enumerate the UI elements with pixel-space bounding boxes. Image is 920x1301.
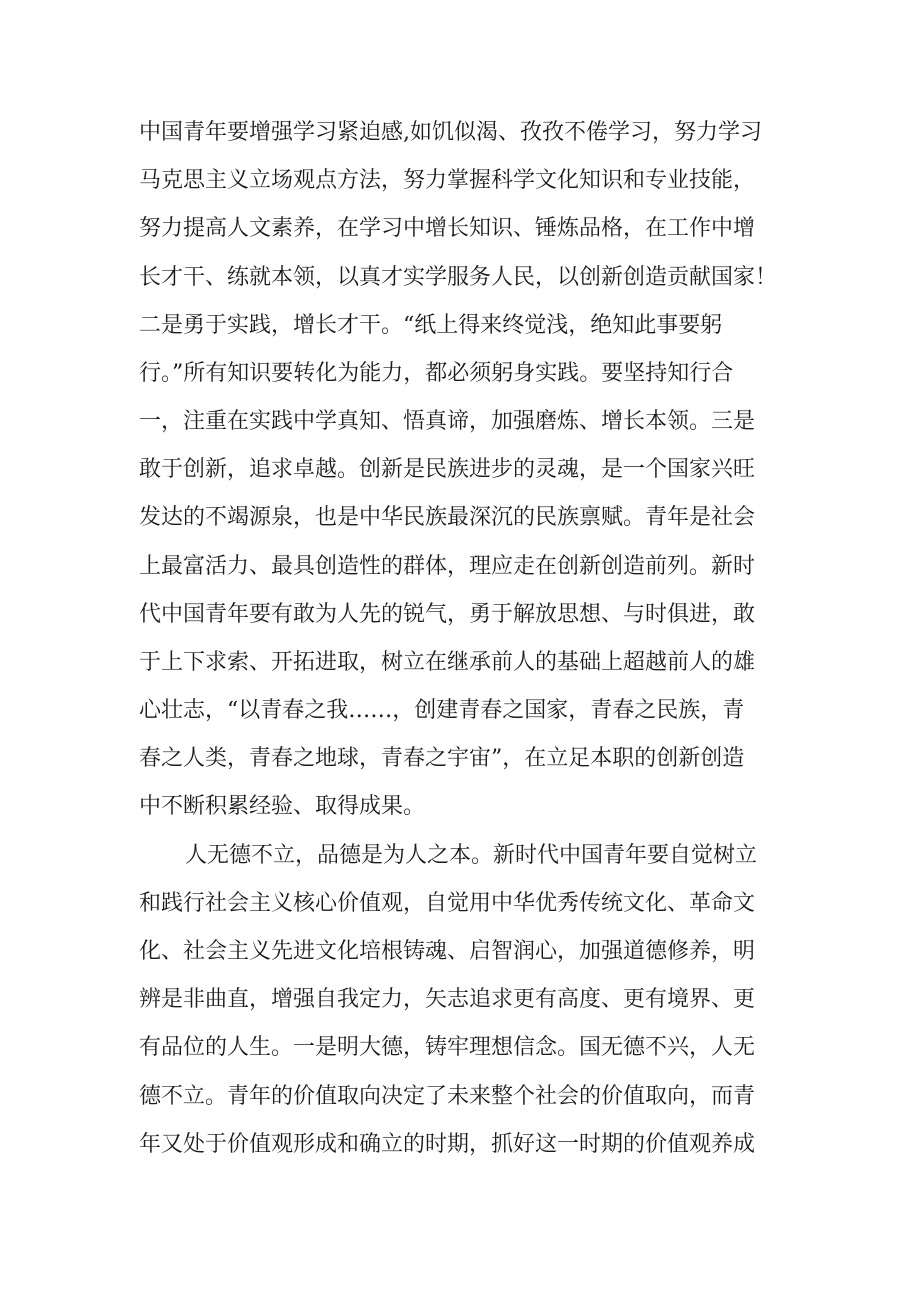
paragraph-1-line: 上最富活力、最具创造性的群体，理应走在创新创造前列。新时 xyxy=(139,554,756,579)
paragraph-1-line: 马克思主义立场观点方法，努力掌握科学文化知识和专业技能， xyxy=(139,168,756,193)
paragraph-2-line: 辨是非曲直，增强自我定力，矢志追求更有高度、更有境界、更 xyxy=(139,987,756,1012)
paragraph-1-line: 一，注重在实践中学真知、悟真谛，加强磨炼、增长本领。三是 xyxy=(139,409,756,434)
paragraph-1-line: 中国青年要增强学习紧迫感,如饥似渴、孜孜不倦学习，努力学习 xyxy=(139,120,762,145)
paragraph-1-line: 努力提高人文素养，在学习中增长知识、锤炼品格，在工作中增 xyxy=(139,216,756,241)
paragraph-1-line: 敢于创新，追求卓越。创新是民族进步的灵魂，是一个国家兴旺 xyxy=(139,457,756,482)
paragraph-1-line: 长才干、练就本领，以真才实学服务人民，以创新创造贡献国家！ xyxy=(139,265,778,290)
paragraph-2-line: 和践行社会主义核心价值观，自觉用中华优秀传统文化、革命文 xyxy=(139,891,756,916)
paragraph-1-line: 于上下求索、开拓进取，树立在继承前人的基础上超越前人的雄 xyxy=(139,650,756,675)
paragraph-2-line: 德不立。青年的价值取向决定了未来整个社会的价值取向，而青 xyxy=(139,1084,756,1109)
paragraph-1-line: 代中国青年要有敢为人先的锐气，勇于解放思想、与时俱进，敢 xyxy=(139,602,756,627)
paragraph-1-line: 心壮志，“以青春之我……，创建青春之国家，青春之民族，青 xyxy=(139,698,745,723)
paragraph-1-line: 发达的不竭源泉，也是中华民族最深沉的民族禀赋。青年是社会 xyxy=(139,505,756,530)
paragraph-1-line: 中不断积累经验、取得成果。 xyxy=(139,794,426,819)
paragraph-2-line: 年又处于价值观形成和确立的时期，抓好这一时期的价值观养成 xyxy=(139,1132,756,1157)
paragraph-2-line: 人无德不立，品德是为人之本。新时代中国青年要自觉树立 xyxy=(185,843,758,868)
paragraph-1-line: 春之人类，青春之地球，青春之宇宙”，在立足本职的创新创造 xyxy=(139,746,745,771)
paragraph-1-line: 二是勇于实践，增长才干。“纸上得来终觉浅，绝知此事要躬 xyxy=(139,313,723,338)
paragraph-1-line: 行。”所有知识要转化为能力，都必须躬身实践。要坚持知行合 xyxy=(139,361,734,386)
paragraph-2-line: 有品位的人生。一是明大德，铸牢理想信念。国无德不兴，人无 xyxy=(139,1035,756,1060)
paragraph-2-line: 化、社会主义先进文化培根铸魂、启智润心，加强道德修养，明 xyxy=(139,939,756,964)
